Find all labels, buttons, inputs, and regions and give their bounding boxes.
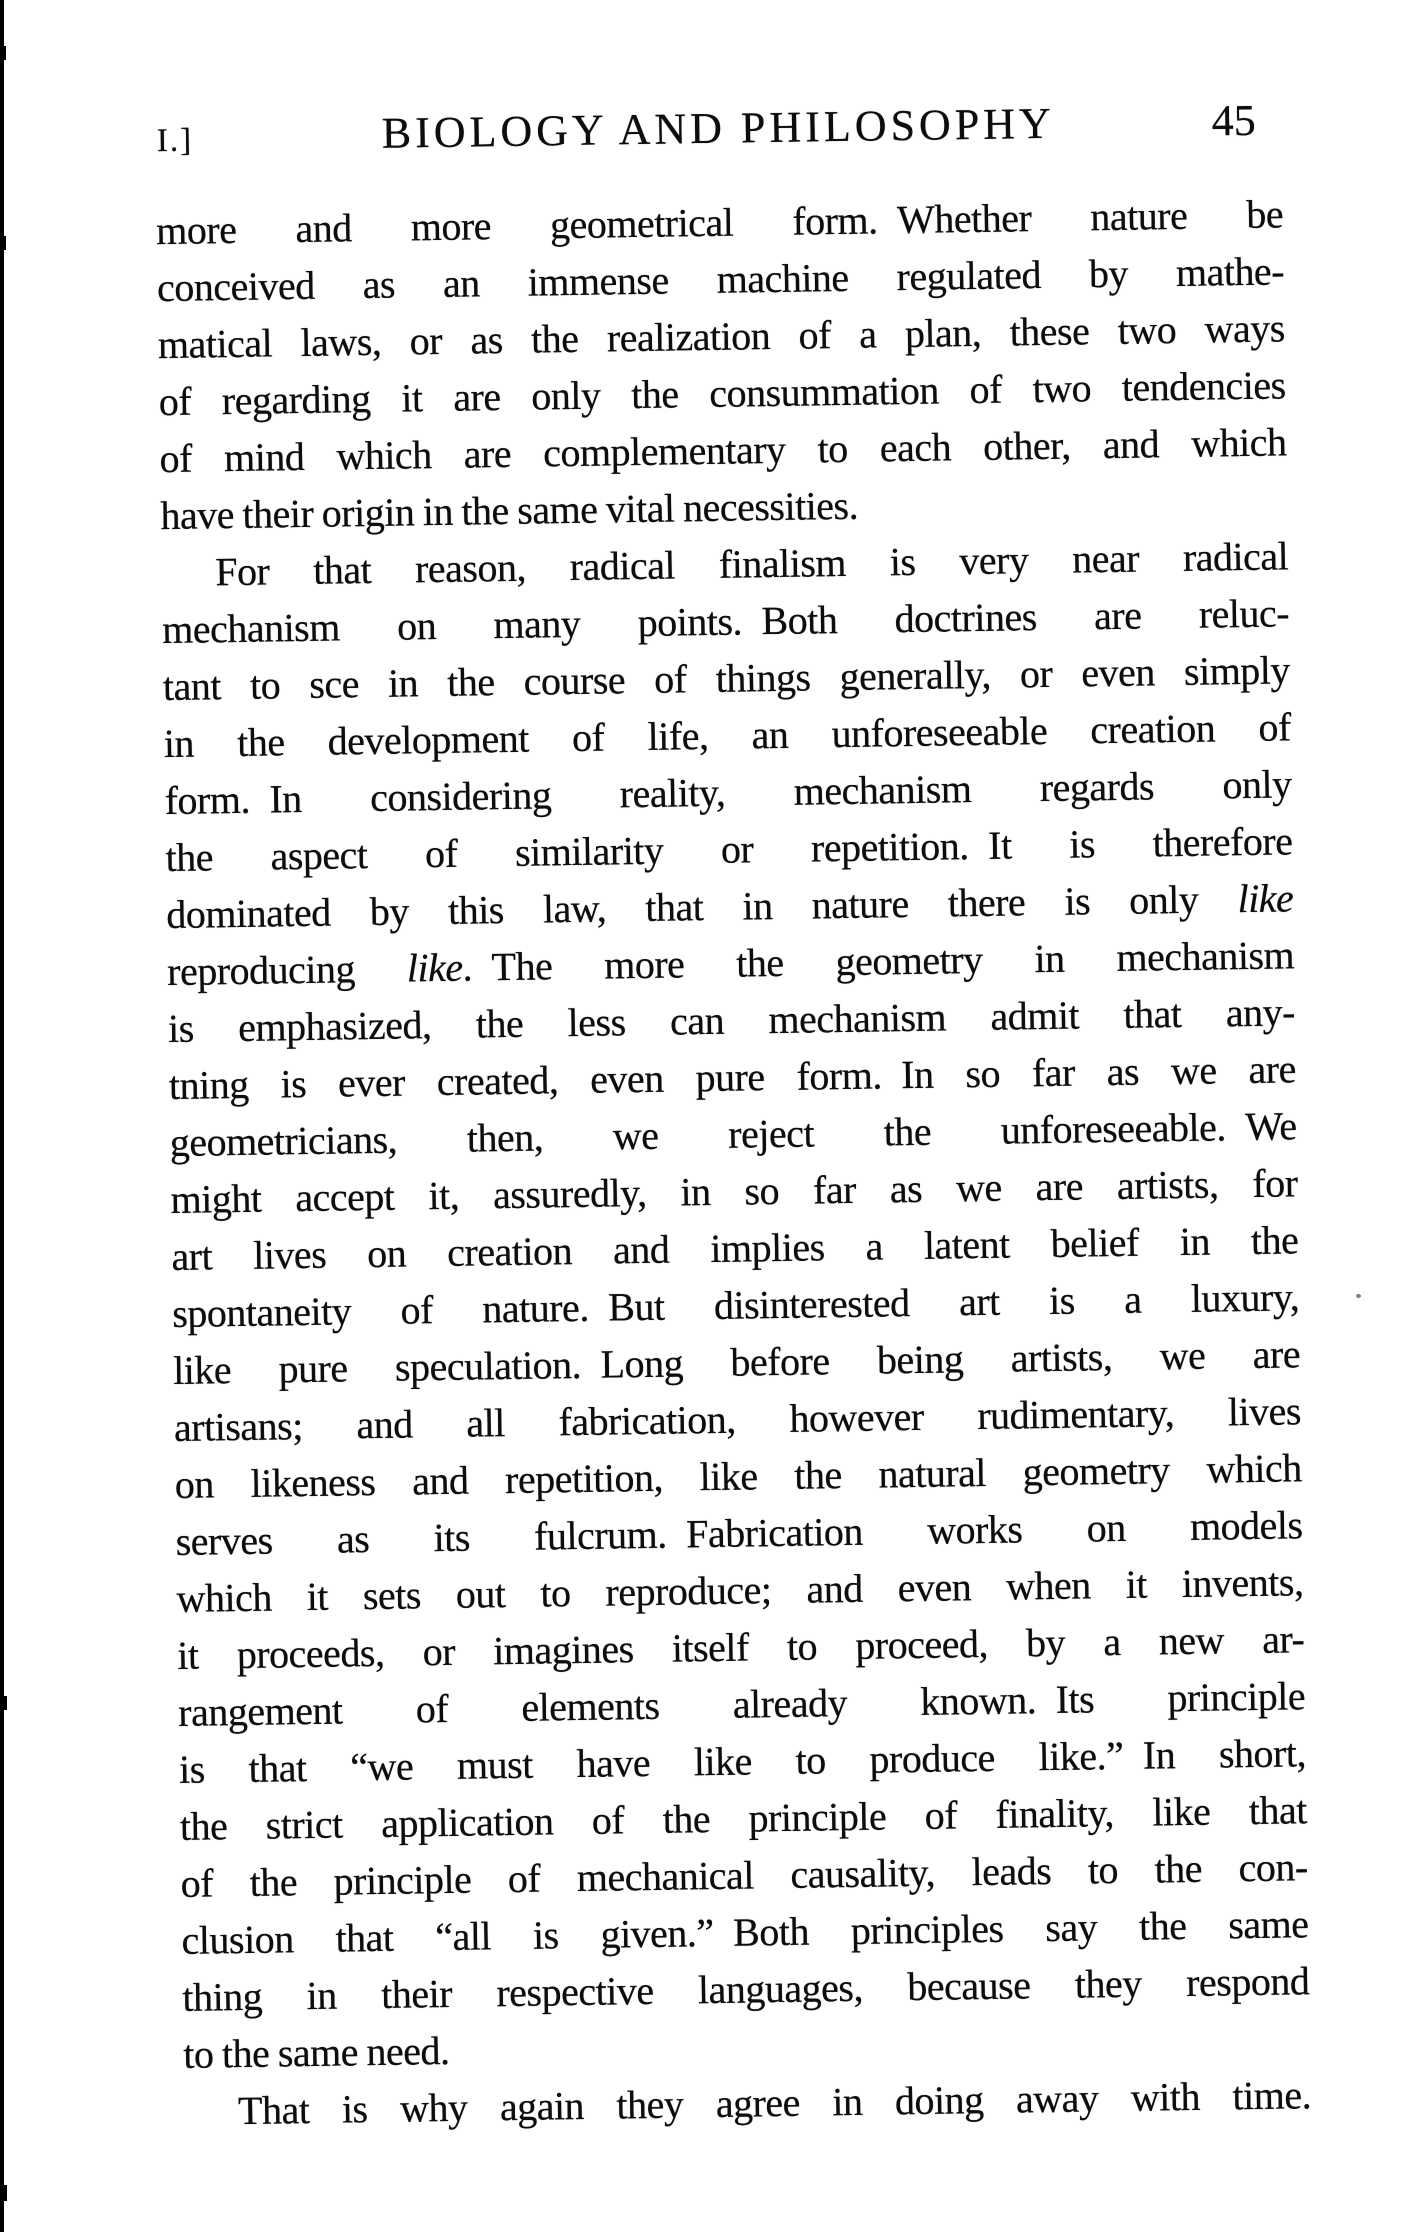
scan-speck <box>1356 1294 1361 1298</box>
text-line: it proceeds, or imagines itself to proceed, by a new ar- <box>177 1616 1305 1678</box>
text-line: more and more geometrical form. Whether nature be <box>155 191 1284 254</box>
running-title: BIOLOGY AND PHILOSOPHY <box>381 98 1056 158</box>
text-line: form. In considering reality, mechanism regards only <box>164 761 1292 824</box>
text-line: mechanism on many points. Both doctrines are reluc- <box>161 590 1290 653</box>
text-segment: reproducing <box>166 945 408 995</box>
paragraph-1 <box>156 185 1288 544</box>
text-line: like pure speculation. Long before being artists, we are <box>172 1331 1301 1393</box>
text-line: on likeness and repetition, like the natural geometry which <box>174 1445 1303 1507</box>
text-line: conceived as an immense machine regulated by mathe- <box>156 248 1285 311</box>
body-text <box>156 185 1312 2140</box>
text-line: spontaneity of nature. But disinterested art is a luxury, <box>171 1274 1300 1336</box>
text-line: For that reason, radical finalism is very near radical <box>214 533 1289 595</box>
italic-text-segment: like <box>1237 875 1294 922</box>
chapter-marker: I.] <box>156 122 194 160</box>
paragraph-2 <box>161 527 1311 2083</box>
text-line: thing in their respective languages, because they respond <box>182 1958 1310 2020</box>
text-segment: dominated by this law, that in nature there is only <box>166 876 1238 938</box>
text-line: the aspect of similarity or repetition. It is therefore <box>165 818 1293 881</box>
text-line: clusion that “all is given.” Both principles say the same <box>181 1901 1309 1963</box>
text-line: rangement of elements already known. Its principle <box>177 1673 1306 1735</box>
page-header <box>154 91 1282 162</box>
text-line: in the development of life, an unforeseeable creation of <box>163 704 1292 767</box>
text-line: tning is ever created, even pure form. In so far as we are <box>168 1046 1297 1109</box>
text-line: of regarding it are only the consummation of two tendencies <box>158 362 1286 425</box>
text-line: of mind which are complementary to each other, and which <box>159 419 1287 482</box>
italic-text-segment: like <box>406 944 463 991</box>
text-line: have their origin in the same vital necessities. <box>160 482 859 539</box>
text-segment: . The more the geometry in mechanism <box>462 932 1295 990</box>
text-line: to the same need. <box>182 2027 450 2077</box>
text-line: is emphasized, the less can mechanism admit that any- <box>167 989 1296 1052</box>
text-line: the strict application of the principle of finality, like that <box>179 1787 1308 1849</box>
text-line: artisans; and all fabrication, however rudimentary, lives <box>173 1388 1302 1450</box>
text-line: which it sets out to reproduce; and even when it invents, <box>176 1559 1304 1621</box>
text-line: of the principle of mechanical causality, leads to the con- <box>180 1844 1308 1906</box>
text-line: matical laws, or as the realization of a plan, these two ways <box>157 305 1286 368</box>
text-line: tant to sce in the course of things generally, or even simply <box>162 647 1291 710</box>
text-line: That is why again they agree in doing away with time. <box>237 2072 1312 2134</box>
page-number: 45 <box>1211 95 1257 146</box>
text-line: art lives on creation and implies a latent belief in the <box>171 1217 1299 1279</box>
text-line: serves as its fulcrum. Fabrication works on models <box>175 1502 1303 1564</box>
text-line: geometricians, then, we reject the unforeseeable. We <box>169 1103 1297 1165</box>
text-line: might accept it, assuredly, in so far as we are artists, for <box>170 1160 1298 1222</box>
text-line: is that “we must have like to produce like.” In short, <box>178 1730 1307 1792</box>
